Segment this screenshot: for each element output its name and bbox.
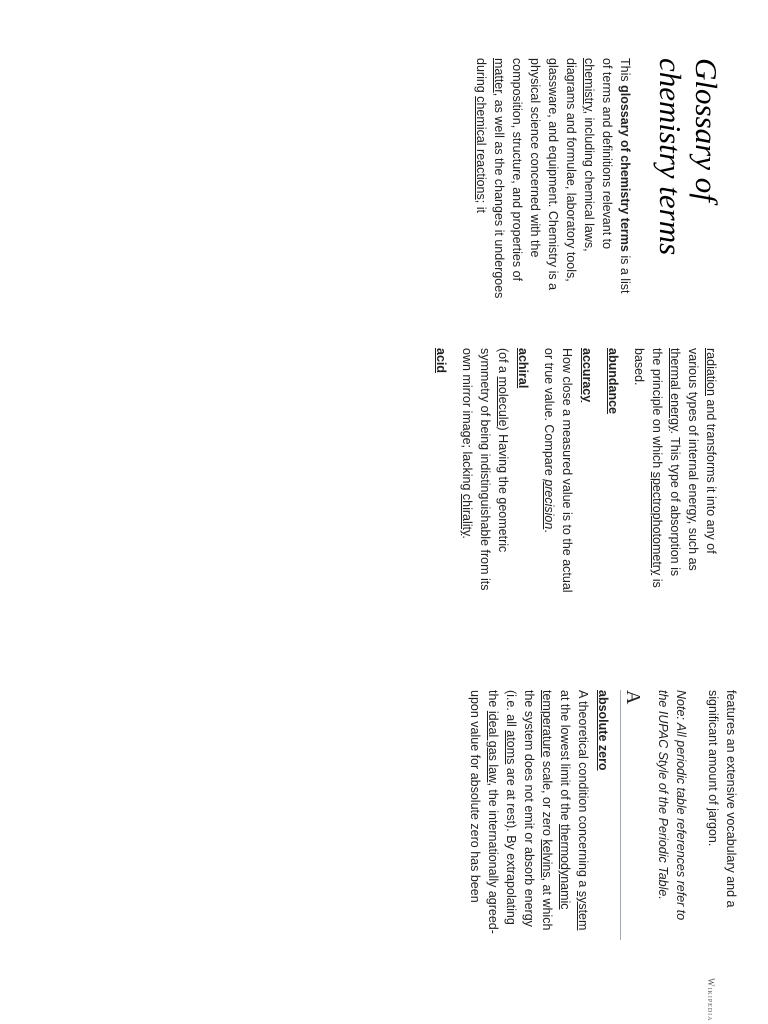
- text: , the internationally agreed-upon value for absolute zero has been: [468, 690, 500, 934]
- link-chirality[interactable]: chirality: [460, 493, 474, 536]
- text: (of a: [496, 348, 510, 377]
- intro-text: , including chemical laws, diagrams and formulae, laboratory tools, glassware, and equipment. Chemistry is a physical science concerned with the composition, structure, and properties of: [510, 58, 596, 291]
- intro-text: is a list of terms and definitions relevant to: [600, 58, 632, 294]
- text: are at rest). By extrapolating the: [486, 690, 518, 925]
- link-molecule[interactable]: molecule: [496, 376, 510, 427]
- wikipedia-wordmark: Wikipedia: [706, 978, 716, 1022]
- column-3: [0, 690, 768, 940]
- link-matter[interactable]: matter: [492, 58, 506, 93]
- term-achiral[interactable]: achiral: [516, 348, 530, 389]
- text: is based.: [632, 348, 664, 588]
- text: scale, or zero: [540, 757, 554, 840]
- periodic-table-note: Note: All periodic table references refer to the IUPAC Style of the Periodic Table.: [656, 690, 688, 921]
- text: ) Having the geometric symmetry of being indistinguishable from its own mirror image; lacking: [460, 348, 510, 591]
- link-system[interactable]: system: [576, 890, 590, 931]
- column-2: [0, 348, 768, 596]
- link-ideal-gas-law[interactable]: ideal gas law: [486, 710, 500, 783]
- definition-accuracy: How close a measured value is to the actual or true value. Compare precision.: [542, 348, 574, 593]
- link-kelvins[interactable]: kelvins: [540, 839, 554, 878]
- intro-paragraph: [472, 58, 634, 306]
- text: How close a measured value is to the actual or true value. Compare: [542, 348, 574, 593]
- page-title: Glossary of chemistry terms: [653, 58, 724, 256]
- link-spectrophotometry[interactable]: spectrophotometry: [650, 471, 664, 576]
- link-thermal-energy[interactable]: thermal energy: [668, 348, 682, 431]
- absorbance-continuation: [630, 348, 720, 596]
- text: and transforms it into any of various types of internal energy, such as: [686, 348, 718, 571]
- intro-paragraph-end: features an extensive vocabulary and a significant amount of jargon.: [706, 690, 738, 908]
- link-chemical-reactions[interactable]: chemical reactions: [474, 96, 488, 200]
- intro-text: ; it: [474, 199, 488, 213]
- term-accuracy[interactable]: accuracy: [580, 348, 594, 403]
- term-absolute-zero[interactable]: absolute zero: [596, 690, 610, 771]
- definition-achiral: [458, 348, 512, 596]
- text: at the lowest limit of the: [558, 690, 572, 825]
- term-acid[interactable]: acid: [434, 348, 448, 374]
- link-atoms[interactable]: atoms: [504, 730, 518, 765]
- text: A theoretical condition concerning a: [576, 690, 590, 891]
- text: . This type of absorption is the principle on which: [650, 348, 682, 577]
- link-chemistry[interactable]: chemistry: [582, 58, 596, 111]
- section-heading-a: A: [620, 690, 642, 940]
- intro-text: , as well as the changes it undergoes during: [474, 58, 506, 299]
- intro-bold-term: glossary of chemistry terms: [618, 85, 632, 252]
- intro-text: This: [618, 58, 632, 86]
- text: .: [460, 535, 474, 539]
- link-radiation[interactable]: radiation: [704, 348, 718, 396]
- column-1: [0, 58, 768, 306]
- link-precision[interactable]: precision: [542, 479, 556, 530]
- link-thermodynamic-temperature[interactable]: thermodynamic temperature: [540, 690, 572, 910]
- definition-absolute-zero: [466, 690, 592, 940]
- term-abundance[interactable]: abundance: [606, 348, 620, 414]
- text: , at which the system does not emit or absorb energy (i.e. all: [504, 690, 554, 931]
